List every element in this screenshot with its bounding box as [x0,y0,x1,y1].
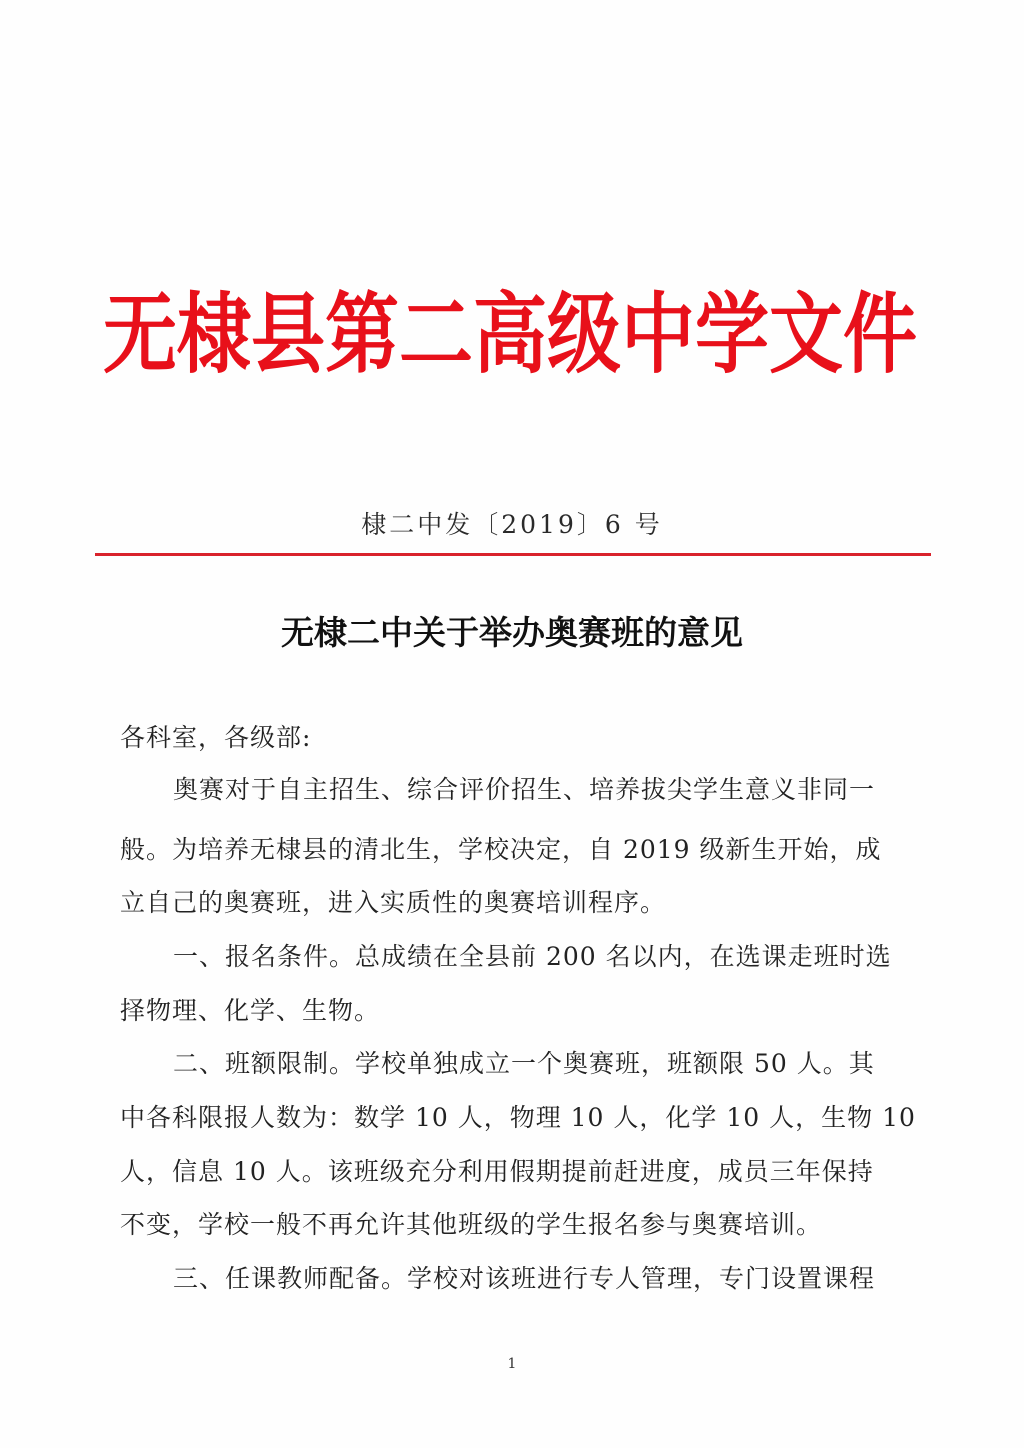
document-title: 无棣二中关于举办奥赛班的意见 [281,613,743,652]
section-three-line: 三、任课教师配备。学校对该班进行专人管理，专门设置课程 [173,1264,876,1293]
body-line: 般。为培养无棣县的清北生，学校决定，自 2019 级新生开始，成 [120,835,882,864]
red-divider-rule [95,553,931,556]
body-line: 奥赛对于自主招生、综合评价招生、培养拔尖学生意义非同一 [173,775,876,804]
body-line: 中各科限报人数为：数学 10 人，物理 10 人，化学 10 人，生物 10 [120,1103,916,1132]
body-line: 不变，学校一般不再允许其他班级的学生报名参与奥赛培训。 [120,1210,823,1239]
document-red-header: 无棣县第二高级中学文件 [103,284,917,386]
body-line: 立自己的奥赛班，进入实质性的奥赛培训程序。 [120,888,667,917]
body-line: 择物理、化学、生物。 [120,996,381,1025]
page-number: 1 [507,1356,517,1372]
section-one-line: 一、报名条件。总成绩在全县前 200 名以内，在选课走班时选 [173,942,892,971]
salutation: 各科室，各级部: [120,723,312,752]
section-two-line: 二、班额限制。学校单独成立一个奥赛班，班额限 50 人。其 [173,1049,875,1078]
document-number: 棣二中发〔2019〕6 号 [361,510,663,539]
body-line: 人，信息 10 人。该班级充分利用假期提前赶进度，成员三年保持 [120,1157,874,1186]
